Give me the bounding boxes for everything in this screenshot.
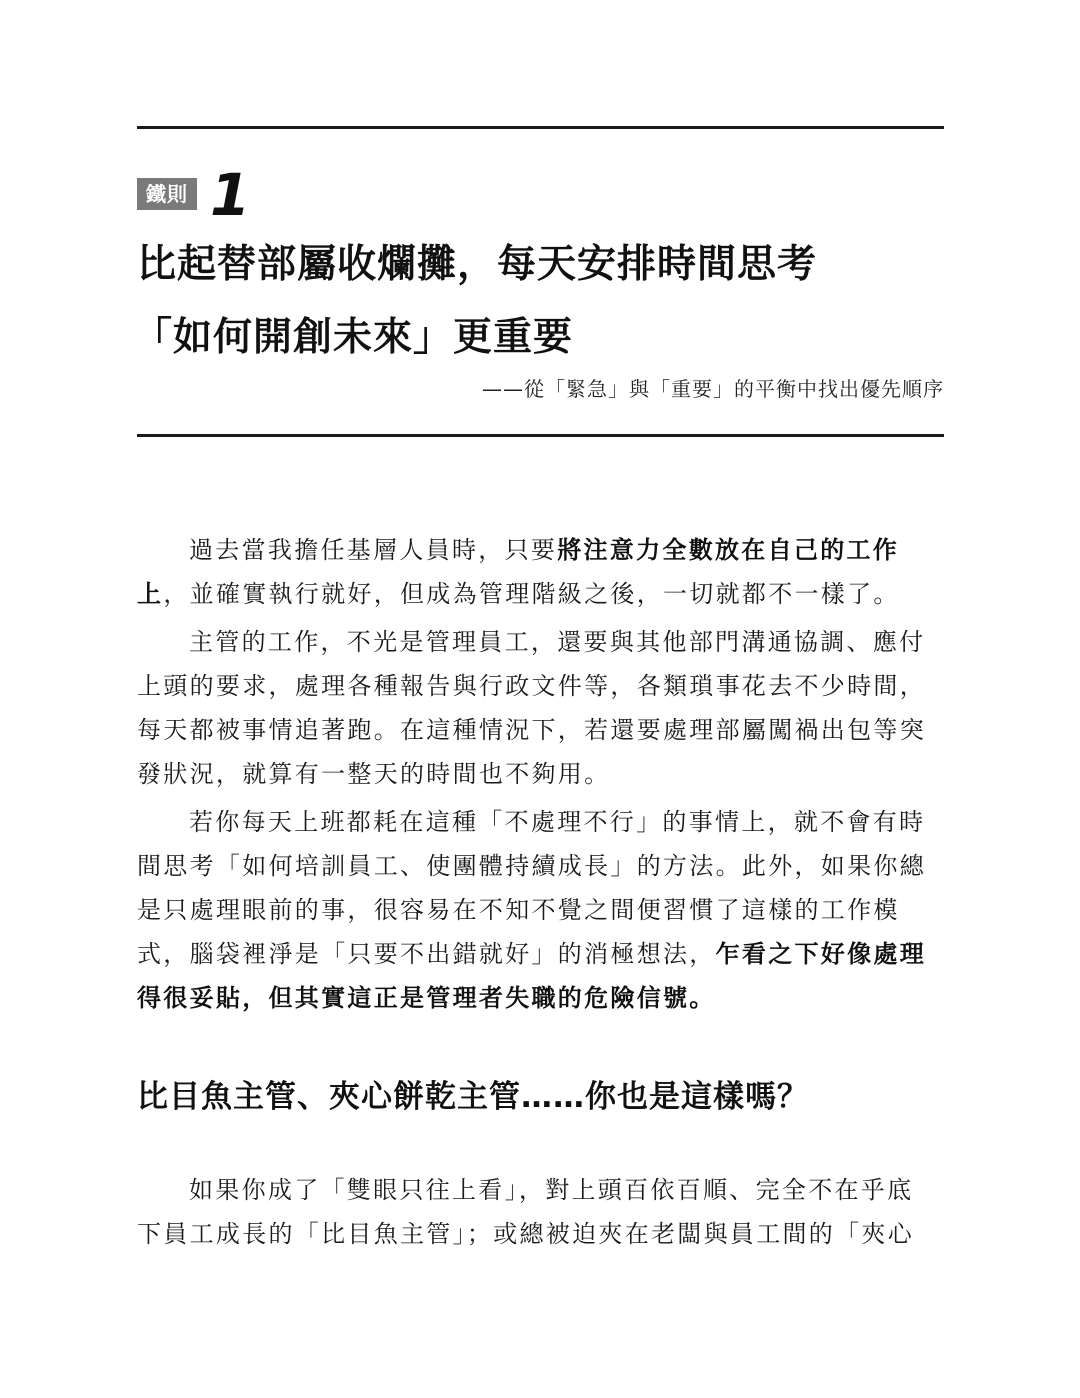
paragraph-line xyxy=(137,572,944,616)
paragraph-line: 若你每天上班都耗在這種「不處理不行」的事情上，就不會有時 xyxy=(189,808,926,836)
paragraph-line: 如果你成了「雙眼只往上看」，對上頭百依百順、完全不在乎底 xyxy=(189,1176,914,1204)
paragraph-line xyxy=(137,976,944,1020)
paragraph-line: 每天都被事情追著跑。在這種情況下，若還要處理部屬闖禍出包等突 xyxy=(137,716,926,744)
text-run: 式，腦袋裡淨是「只要不出錯就好」的消極想法， xyxy=(137,940,716,968)
paragraph-line: 上頭的要求，處理各種報告與行政文件等，各類瑣事花去不少時間， xyxy=(137,672,926,700)
paragraph-line: 是只處理眼前的事，很容易在不知不覺之間便習慣了這樣的工作模 xyxy=(137,896,900,924)
chapter-subtitle: ——從「緊急」與「重要」的平衡中找出優先順序 xyxy=(482,377,944,401)
bold-text-run: 得很妥貼，但其實這正是管理者失職的危險信號。 xyxy=(137,984,716,1012)
paragraph-2 xyxy=(137,620,944,796)
header-top-rule xyxy=(137,126,944,129)
chapter-badge: 鐵則 xyxy=(137,178,197,210)
text-run: ，並確實執行就好，但成為管理階級之後，一切就都不一樣了。 xyxy=(163,580,900,608)
bold-text-run: 上 xyxy=(137,580,164,608)
paragraph-1 xyxy=(137,528,944,616)
chapter-title-line-1: 比起替部屬收爛攤，每天安排時間思考 xyxy=(137,242,818,287)
paragraph-line: 間思考「如何培訓員工、使團體持續成長」的方法。此外，如果你總 xyxy=(137,852,926,880)
paragraph-line: 下員工成長的「比目魚主管」；或總被迫夾在老闆與員工間的「夾心 xyxy=(137,1220,914,1248)
section-heading: 比目魚主管、夾心餅乾主管……你也是這樣嗎？ xyxy=(137,1079,809,1115)
paragraph-line xyxy=(137,528,944,572)
chapter-number: 1 xyxy=(210,161,251,229)
text-run: 過去當我擔任基層人員時，只要 xyxy=(189,536,558,564)
paragraph-3 xyxy=(137,800,944,1020)
bold-text-run: 將注意力全數放在自己的工作 xyxy=(557,536,900,564)
header-bottom-rule xyxy=(137,434,944,437)
paragraph-line: 主管的工作，不光是管理員工，還要與其他部門溝通協調、應付 xyxy=(189,628,926,656)
chapter-title-line-2: 「如何開創未來」更重要 xyxy=(133,315,574,360)
bold-text-run: 乍看之下好像處理 xyxy=(715,940,927,968)
paragraph-line xyxy=(137,932,944,976)
paragraph-line: 發狀況，就算有一整天的時間也不夠用。 xyxy=(137,760,611,788)
paragraph-4 xyxy=(137,1168,944,1256)
